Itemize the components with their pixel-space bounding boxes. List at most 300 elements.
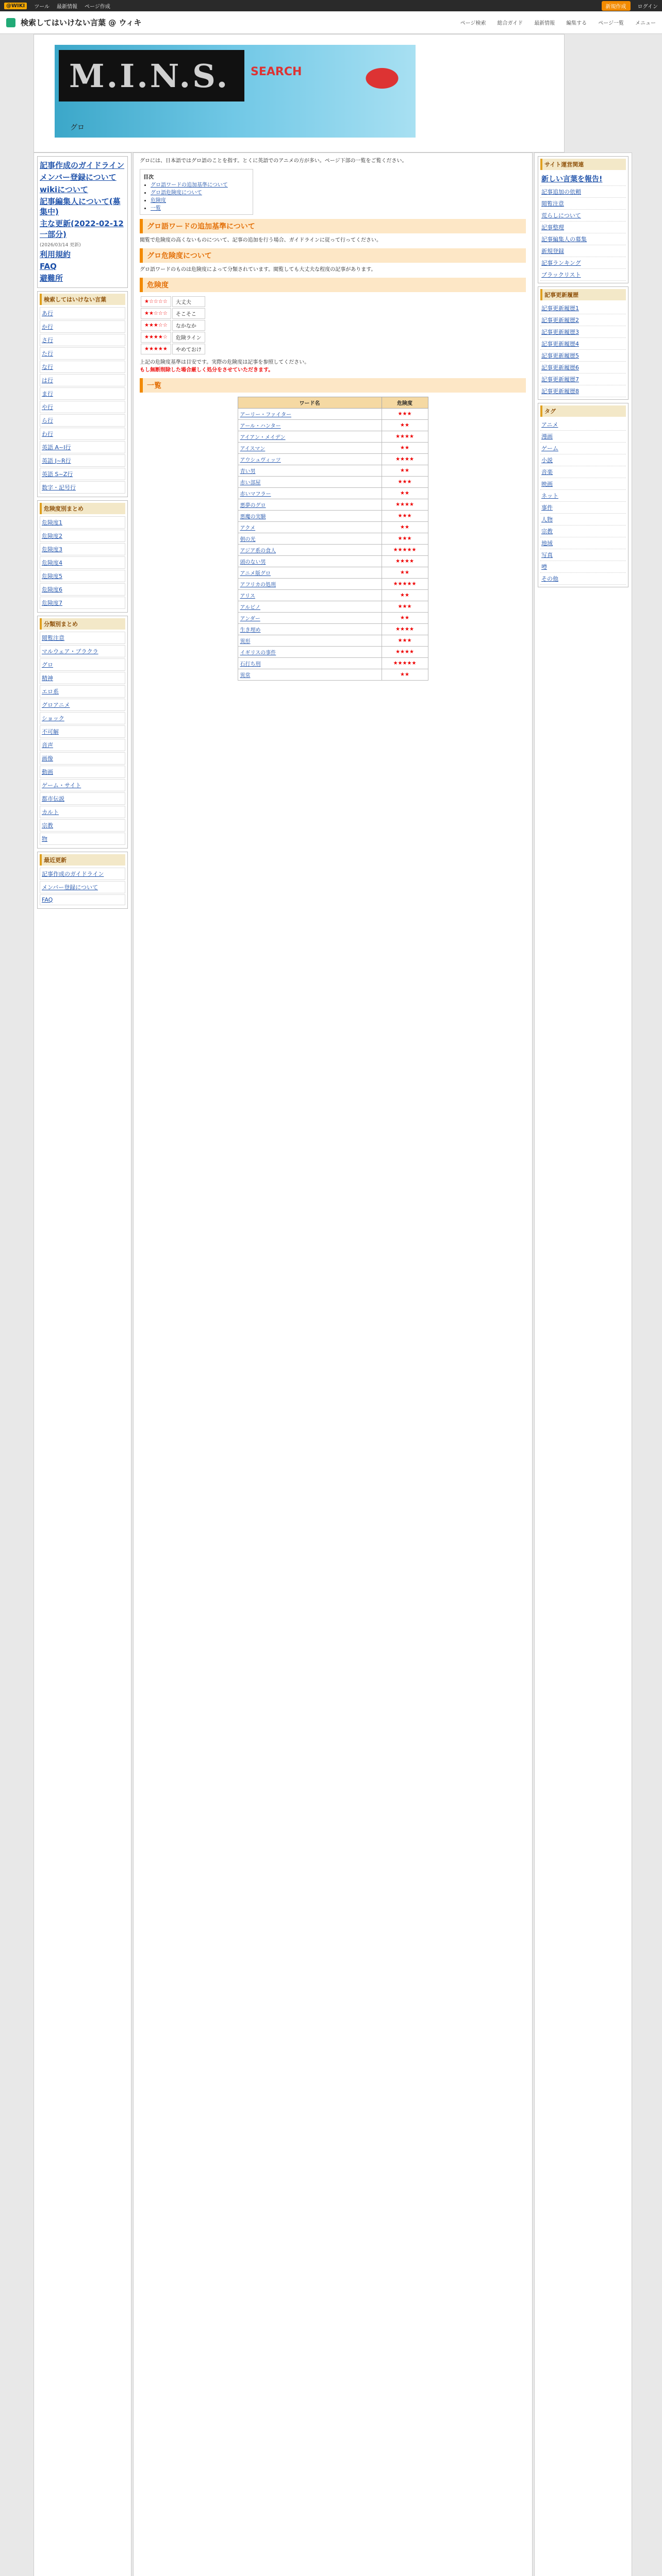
toc-link-1[interactable]: グロ語危険度について <box>151 190 202 196</box>
word-link[interactable]: 頭のない男 <box>240 560 266 565</box>
table-row <box>238 511 428 522</box>
kana-ta[interactable] <box>40 347 125 360</box>
alpha-jr[interactable] <box>40 454 125 467</box>
section-add-criteria-text: 閲覧で危険度の高くないものについて、記事の追加を行う場合、ガイドラインに従って行ってください。 <box>140 238 382 243</box>
tag-title: タグ <box>540 405 626 417</box>
r1-0[interactable]: 新しい言葉を報告! <box>541 175 603 183</box>
danger-cell: ★★ <box>382 420 428 431</box>
warning-text: もし無断削除した場合厳しく処分をさせていただきます。 <box>140 367 274 373</box>
table-row <box>238 647 428 658</box>
word-link[interactable]: 赤いマフラー <box>240 492 271 497</box>
word-cell[interactable] <box>238 533 382 545</box>
nav-page-search[interactable]: ページ検索 <box>460 21 486 26</box>
history-link[interactable] <box>540 326 626 338</box>
word-link[interactable]: 悪夢のグロ <box>240 503 266 509</box>
legend-row <box>141 344 205 354</box>
shelter-anchor[interactable]: 避難所 <box>40 274 63 283</box>
history-link[interactable] <box>540 350 626 362</box>
updates-anchor[interactable]: 主な更新(2022-02-12一部分) <box>40 219 124 239</box>
admin-link[interactable] <box>540 257 626 269</box>
cat-2-link[interactable]: グロ <box>42 661 53 668</box>
table-row <box>238 499 428 511</box>
table-row <box>238 601 428 613</box>
intro-block <box>134 153 532 689</box>
danger-4[interactable] <box>40 556 125 569</box>
history-link[interactable] <box>540 362 626 374</box>
recent-1-link[interactable]: メンバー登録について <box>42 884 98 891</box>
danger-cell: ★★★★ <box>382 624 428 635</box>
danger-cell: ★★★★ <box>382 499 428 511</box>
danger-legend <box>140 295 206 355</box>
word-link[interactable]: 朝の光 <box>240 537 256 543</box>
kana-sa-link[interactable]: さ行 <box>42 336 53 344</box>
r3-12[interactable]: 噂 <box>541 564 547 570</box>
create-page-menu[interactable]: ページ作成 <box>85 4 110 10</box>
section-add-criteria: グロ語ワードの追加基準について <box>140 219 526 233</box>
r2-6[interactable]: 記事更新履歴7 <box>541 376 579 383</box>
legend-label: やめておけ <box>172 344 205 354</box>
banner-search-label: SEARCH <box>251 65 302 78</box>
report-word-link[interactable] <box>540 172 626 186</box>
r1-1[interactable]: 記事追加の依頼 <box>541 189 581 195</box>
r1-8[interactable]: ブラックリスト <box>541 272 581 278</box>
section-danger-about-text: グロ語ワードのものは危険度によって分類されています。閲覧しても大丈夫な程度の記事があります。 <box>140 267 376 273</box>
cat-8-link[interactable]: 音声 <box>42 741 53 749</box>
tag-link[interactable] <box>540 573 626 585</box>
word-cell[interactable] <box>238 465 382 477</box>
table-row <box>238 454 428 465</box>
admin-link[interactable] <box>540 222 626 233</box>
table-row <box>238 579 428 590</box>
toc-item-2[interactable] <box>151 196 250 204</box>
admin-link[interactable] <box>540 186 626 198</box>
toc-link-0[interactable]: グロ語ワードの追加基準について <box>151 182 228 188</box>
legend-stars: ★★★☆☆ <box>141 320 171 331</box>
tag-link[interactable] <box>540 466 626 478</box>
word-link[interactable]: イギリスの事件 <box>240 650 276 656</box>
word-link[interactable]: 青い男 <box>240 469 256 474</box>
r2-3[interactable]: 記事更新履歴4 <box>541 341 579 347</box>
danger-2[interactable] <box>40 530 125 542</box>
kana-ha-link[interactable]: は行 <box>42 377 53 384</box>
cat-4-link[interactable]: エロ系 <box>42 688 59 695</box>
r3-7[interactable]: 事件 <box>541 504 553 511</box>
r2-1[interactable]: 記事更新履歴2 <box>541 317 579 324</box>
login-link[interactable]: ログイン <box>637 4 658 10</box>
kana-ma-link[interactable]: ま行 <box>42 390 53 397</box>
site-banner[interactable] <box>55 45 416 138</box>
word-cell[interactable] <box>238 613 382 624</box>
table-row <box>238 488 428 499</box>
table-row <box>238 522 428 533</box>
latest-menu[interactable]: 最新情報 <box>57 4 78 10</box>
cat-11[interactable] <box>40 779 125 791</box>
table-row <box>238 635 428 647</box>
page-header <box>34 34 565 152</box>
word-link[interactable]: アジア系の食人 <box>240 548 276 554</box>
admin-link[interactable] <box>540 233 626 245</box>
alpha-sz[interactable] <box>40 468 125 480</box>
kana-wa-link[interactable]: わ行 <box>42 430 53 437</box>
word-link[interactable]: アリス <box>240 594 255 599</box>
history-box <box>538 286 628 400</box>
banner-logo-block <box>59 50 244 101</box>
word-link[interactable]: アクメ <box>240 526 256 531</box>
faq-anchor[interactable]: FAQ <box>40 262 57 271</box>
word-cell[interactable] <box>238 431 382 443</box>
danger-3-link[interactable]: 危険度3 <box>42 546 62 553</box>
tag-box <box>538 403 628 587</box>
danger-cell: ★★★ <box>382 409 428 420</box>
section-danger: 危険度 <box>140 278 526 292</box>
word-cell[interactable] <box>238 488 382 499</box>
kana-ka-link[interactable]: か行 <box>42 323 53 330</box>
tag-link[interactable] <box>540 478 626 490</box>
table-row <box>238 477 428 488</box>
legend-row <box>141 296 205 307</box>
kana-a-link[interactable]: あ行 <box>42 310 53 317</box>
recent-2-link[interactable]: FAQ <box>42 896 53 903</box>
kana-sa[interactable] <box>40 334 125 346</box>
editor-anchor[interactable]: 記事編集人について(募集中) <box>40 196 121 216</box>
word-cell[interactable] <box>238 647 382 658</box>
danger-cell: ★★ <box>382 465 428 477</box>
word-link[interactable]: アイスマン <box>240 446 266 452</box>
cat-1-link[interactable]: マルウェア・ブラクラ <box>42 648 98 655</box>
danger-cell: ★★★ <box>382 601 428 613</box>
word-link[interactable]: 赤い部屋 <box>240 480 261 486</box>
tag-link[interactable] <box>540 561 626 573</box>
tag-link[interactable] <box>540 514 626 526</box>
table-row <box>238 669 428 681</box>
nav-menu[interactable]: メニュー <box>635 21 656 26</box>
r2-7[interactable]: 記事更新履歴8 <box>541 388 579 395</box>
word-cell[interactable] <box>238 420 382 431</box>
admin-link[interactable] <box>540 269 626 281</box>
cat-5[interactable] <box>40 699 125 711</box>
toc-item-0[interactable] <box>151 180 250 188</box>
cat-15[interactable] <box>40 833 125 845</box>
r1-3[interactable]: 荒らしについて <box>541 212 581 219</box>
cat-0-link[interactable]: 閲覧注意 <box>42 634 64 641</box>
recent-1[interactable] <box>40 881 125 893</box>
word-link[interactable]: アルビノ <box>240 605 260 611</box>
danger-note: 上記の危険度基準は目安です。実際の危険度は記事を参照してください。 <box>140 360 310 365</box>
danger-6[interactable] <box>40 583 125 596</box>
word-link[interactable]: 生き埋め <box>240 628 261 633</box>
toc-title: 目次 <box>143 175 154 180</box>
word-link[interactable]: アール・ハンター <box>240 423 281 429</box>
r3-10[interactable]: 地域 <box>541 540 553 547</box>
admin-link[interactable] <box>540 198 626 210</box>
danger-1[interactable] <box>40 516 125 529</box>
numeric-link[interactable]: 数字・記号行 <box>42 484 76 491</box>
cat-6-link[interactable]: ショック <box>42 715 64 722</box>
r1-4[interactable]: 記事整理 <box>541 224 564 231</box>
word-cell[interactable] <box>238 669 382 681</box>
word-link[interactable]: アンダー <box>240 616 260 622</box>
cat-10-link[interactable]: 動画 <box>42 768 53 775</box>
danger-5-link[interactable]: 危険度5 <box>42 572 62 580</box>
danger-1-link[interactable]: 危険度1 <box>42 519 62 526</box>
table-row <box>238 545 428 556</box>
section-danger-about: グロ危険度について <box>140 248 526 263</box>
r1-6[interactable]: 新規登録 <box>541 248 564 255</box>
toc-link-3[interactable]: 一覧 <box>151 206 161 211</box>
tag-link[interactable] <box>540 490 626 502</box>
danger-3[interactable] <box>40 543 125 555</box>
kana-na[interactable] <box>40 361 125 373</box>
word-cell[interactable] <box>238 658 382 669</box>
left-sidebar <box>34 152 131 2576</box>
cat-10[interactable] <box>40 766 125 778</box>
col-danger: 危険度 <box>382 397 428 409</box>
word-link[interactable]: 石打ち刑 <box>240 662 261 667</box>
danger-cell: ★★ <box>382 488 428 499</box>
danger-cell: ★★ <box>382 613 428 624</box>
r3-5[interactable]: 映画 <box>541 481 553 487</box>
r2-0[interactable]: 記事更新履歴1 <box>541 305 579 312</box>
site-title[interactable]: 検索してはいけない言葉 @ ウィキ <box>21 18 142 27</box>
r3-1[interactable]: 漫画 <box>541 433 553 440</box>
cat-1[interactable] <box>40 645 125 657</box>
history-link[interactable] <box>540 338 626 350</box>
word-table-header <box>238 397 428 409</box>
r3-3[interactable]: 小説 <box>541 457 553 464</box>
word-cell[interactable] <box>238 522 382 533</box>
cat-11-link[interactable]: ゲーム・サイト <box>42 782 81 789</box>
history-link[interactable] <box>540 374 626 385</box>
cat-13[interactable] <box>40 806 125 818</box>
danger-4-link[interactable]: 危険度4 <box>42 559 62 566</box>
danger-cell: ★★★ <box>382 635 428 647</box>
wiki-about-anchor[interactable]: wikiについて <box>40 184 88 194</box>
cat-2[interactable] <box>40 658 125 671</box>
cat-9[interactable] <box>40 752 125 765</box>
recent-0-link[interactable]: 記事作成のガイドライン <box>42 870 104 877</box>
kana-ha[interactable] <box>40 374 125 386</box>
nav-guide[interactable]: 総合ガイド <box>497 21 523 26</box>
tag-link[interactable] <box>540 443 626 454</box>
legend-row <box>141 320 205 331</box>
danger-cell: ★★★★★ <box>382 658 428 669</box>
tag-link[interactable] <box>540 454 626 466</box>
word-cell[interactable] <box>238 590 382 601</box>
table-row <box>238 533 428 545</box>
word-link[interactable]: 悪魔の実験 <box>240 514 266 520</box>
danger-cell: ★★ <box>382 590 428 601</box>
r3-9[interactable]: 宗教 <box>541 528 553 535</box>
kana-na-link[interactable]: な行 <box>42 363 53 370</box>
recent-title: 最近更新 <box>40 854 125 866</box>
kana-ka[interactable] <box>40 320 125 333</box>
word-cell[interactable] <box>238 579 382 590</box>
table-row <box>238 443 428 454</box>
r3-6[interactable]: ネット <box>541 493 558 499</box>
alpha-ai-link[interactable]: 英語 A~I行 <box>42 444 71 451</box>
danger-6-link[interactable]: 危険度6 <box>42 586 62 593</box>
table-row <box>238 465 428 477</box>
member-anchor[interactable]: メンバー登録について <box>40 173 117 182</box>
danger-5[interactable] <box>40 570 125 582</box>
cat-7-link[interactable]: 不可解 <box>42 728 59 735</box>
history-title: 記事更新履歴 <box>540 289 626 300</box>
kana-wa[interactable] <box>40 428 125 440</box>
r3-0[interactable]: アニメ <box>541 421 558 428</box>
word-cell[interactable] <box>238 454 382 465</box>
cat-3-link[interactable]: 精神 <box>42 674 53 682</box>
intro-text: グロには、日本語ではグロ語のことを指す。とくに英語でのアニメの方が多い。ページ下部の一覧をご覧ください。 <box>140 158 407 164</box>
word-link[interactable]: 異形 <box>240 639 251 645</box>
tag-link[interactable] <box>540 419 626 431</box>
history-link[interactable] <box>540 314 626 326</box>
word-cell[interactable] <box>238 567 382 579</box>
tag-link[interactable] <box>540 537 626 549</box>
alpha-ai[interactable] <box>40 441 125 453</box>
cat-14[interactable] <box>40 819 125 832</box>
cat-5-link[interactable]: グロアニメ <box>42 701 70 708</box>
tag-link[interactable] <box>540 502 626 514</box>
r1-5[interactable]: 記事編集人の募集 <box>541 236 587 243</box>
word-cell[interactable] <box>238 443 382 454</box>
crab-image <box>354 60 410 96</box>
word-cell[interactable] <box>238 601 382 613</box>
updates-link <box>40 218 125 240</box>
r3-13[interactable]: その他 <box>541 575 558 582</box>
table-row <box>238 420 428 431</box>
word-cell[interactable] <box>238 499 382 511</box>
cat-13-link[interactable]: カルト <box>42 808 59 816</box>
category-index-box <box>37 616 128 849</box>
cat-7[interactable] <box>40 725 125 738</box>
tag-link[interactable] <box>540 526 626 537</box>
terms-anchor[interactable]: 利用規約 <box>40 249 71 259</box>
nav-latest[interactable]: 最新情報 <box>534 21 555 26</box>
legend-stars: ★★☆☆☆ <box>141 308 171 319</box>
danger-2-link[interactable]: 危険度2 <box>42 532 62 539</box>
danger-index-title: 危険度別まとめ <box>40 503 125 514</box>
numeric[interactable] <box>40 481 125 494</box>
table-row <box>238 624 428 635</box>
recent-2[interactable] <box>40 894 125 905</box>
history-link[interactable] <box>540 302 626 314</box>
cat-8[interactable] <box>40 739 125 751</box>
alpha-sz-link[interactable]: 英語 S~Z行 <box>42 470 73 478</box>
cat-12[interactable] <box>40 792 125 805</box>
nav-page-list[interactable]: ページ一覧 <box>598 21 624 26</box>
word-link[interactable]: アイアン・メイデン <box>240 435 286 440</box>
word-cell[interactable] <box>238 624 382 635</box>
toc-item-1[interactable] <box>151 188 250 196</box>
cat-4[interactable] <box>40 685 125 698</box>
word-link[interactable]: 異常 <box>240 673 251 679</box>
kana-ra[interactable] <box>40 414 125 427</box>
update-date: (2026/03/14 更新) <box>40 242 81 248</box>
alpha-jr-link[interactable]: 英語 J~R行 <box>42 457 71 464</box>
table-row <box>238 567 428 579</box>
legend-label: なかなか <box>172 320 205 331</box>
table-row <box>238 658 428 669</box>
toc-link-2[interactable]: 危険度 <box>151 198 166 204</box>
admin-link[interactable] <box>540 210 626 222</box>
r3-2[interactable]: ゲーム <box>541 445 558 452</box>
danger-cell: ★★★★★ <box>382 579 428 590</box>
r2-2[interactable]: 記事更新履歴3 <box>541 329 579 335</box>
word-table <box>238 397 428 681</box>
site-header-bar <box>0 11 662 34</box>
recent-box <box>37 852 128 909</box>
r2-5[interactable]: 記事更新履歴6 <box>541 364 579 371</box>
tool-menu[interactable]: ツール <box>34 4 50 10</box>
kana-ya[interactable] <box>40 401 125 413</box>
cat-0[interactable] <box>40 632 125 644</box>
terms-link <box>40 249 125 260</box>
r3-8[interactable]: 人物 <box>541 516 553 523</box>
danger-cell: ★★★★ <box>382 647 428 658</box>
cat-14-link[interactable]: 宗教 <box>42 822 53 829</box>
r1-7[interactable]: 記事ランキング <box>541 260 581 266</box>
table-row <box>238 431 428 443</box>
word-link[interactable]: アウシュヴィッツ <box>240 457 281 463</box>
create-new-button[interactable]: 新規作成 <box>602 1 631 11</box>
cat-15-link[interactable]: 物 <box>42 835 47 842</box>
word-cell[interactable] <box>238 556 382 567</box>
danger-7-link[interactable]: 危険度7 <box>42 599 62 606</box>
word-cell[interactable] <box>238 477 382 488</box>
danger-cell: ★★★★ <box>382 454 428 465</box>
word-link[interactable]: アフリカの処刑 <box>240 582 276 588</box>
word-link[interactable]: アーリー・ファイター <box>240 412 291 418</box>
cat-3[interactable] <box>40 672 125 684</box>
word-cell[interactable] <box>238 409 382 420</box>
toc-item-3[interactable] <box>151 204 250 211</box>
r2-4[interactable]: 記事更新履歴5 <box>541 352 579 359</box>
tag-link[interactable] <box>540 431 626 443</box>
history-link[interactable] <box>540 385 626 397</box>
kana-ra-link[interactable]: ら行 <box>42 417 53 424</box>
kana-ma[interactable] <box>40 387 125 400</box>
kana-ya-link[interactable]: や行 <box>42 403 53 411</box>
wiki-icon <box>6 18 15 27</box>
danger-cell: ★★ <box>382 669 428 681</box>
word-link[interactable]: アニメ版グロ <box>240 571 271 577</box>
guideline-anchor[interactable]: 記事作成のガイドライン <box>40 161 125 170</box>
wiki-logo[interactable]: @WIKI <box>4 3 27 9</box>
tag-link[interactable] <box>540 549 626 561</box>
admin-link[interactable] <box>540 245 626 257</box>
nav-edit[interactable]: 編集する <box>566 21 587 26</box>
word-cell[interactable] <box>238 511 382 522</box>
r3-4[interactable]: 音楽 <box>541 469 553 476</box>
cat-12-link[interactable]: 都市伝説 <box>42 795 64 802</box>
legend-row <box>141 332 205 343</box>
faq-link <box>40 261 125 272</box>
cat-6[interactable] <box>40 712 125 724</box>
recent-0[interactable] <box>40 868 125 880</box>
word-cell[interactable] <box>238 635 382 647</box>
r3-11[interactable]: 写真 <box>541 552 553 558</box>
kana-ta-link[interactable]: た行 <box>42 350 53 357</box>
kana-a[interactable] <box>40 307 125 319</box>
cat-9-link[interactable]: 画像 <box>42 755 53 762</box>
r1-2[interactable]: 閲覧注意 <box>541 200 564 207</box>
top-toolbar <box>0 0 662 11</box>
legend-stars: ★☆☆☆☆ <box>141 296 171 307</box>
danger-7[interactable] <box>40 597 125 609</box>
kana-index-title: 検索してはいけない言葉 <box>40 294 125 305</box>
word-cell[interactable] <box>238 545 382 556</box>
site-nav <box>460 19 656 26</box>
